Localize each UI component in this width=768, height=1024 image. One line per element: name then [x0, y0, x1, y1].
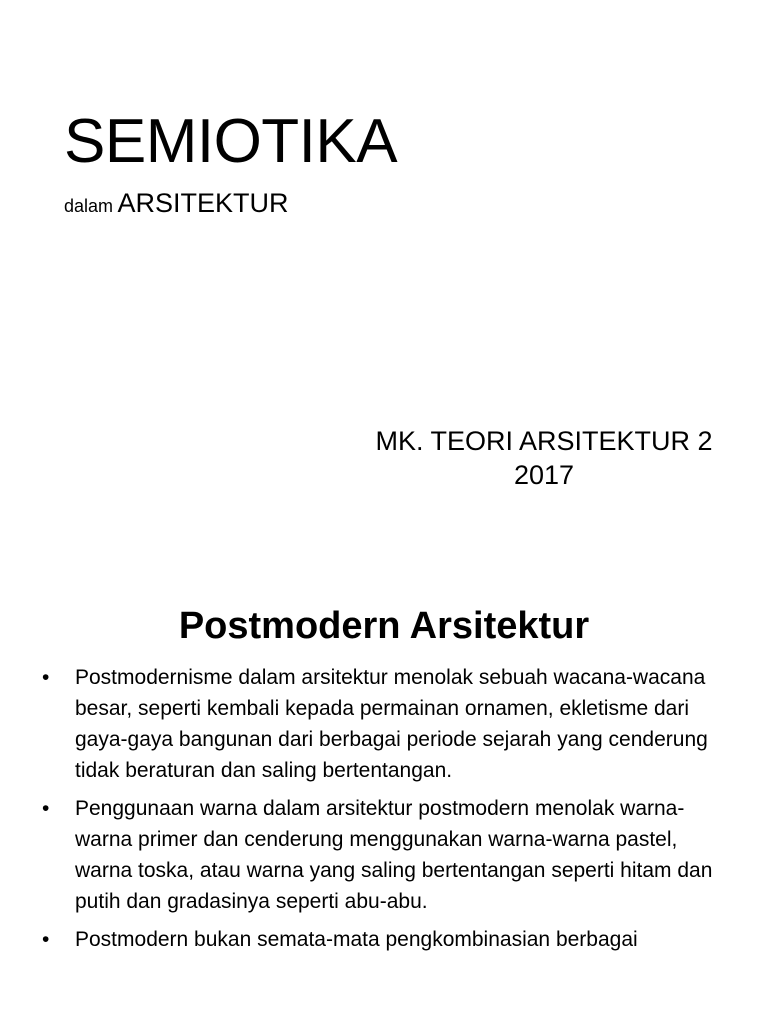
bullet-text: Postmodern bukan semata-mata pengkombinasian berbagai: [75, 928, 638, 951]
slide-subtitle: [64, 188, 289, 219]
bullet-icon: •: [42, 666, 50, 689]
bullet-icon: •: [42, 797, 50, 820]
bullet-icon: •: [42, 928, 50, 951]
bullet-text: Postmodernisme dalam arsitektur menolak sebuah wacana-wacana besar, seperti kembali kepada permainan ornamen, ekletisme dari gaya-gaya bangunan dari berbagai periode sejarah yang cenderung tidak beraturan dan saling bertentangan.: [75, 666, 708, 782]
slide-title: SEMIOTIKA: [64, 107, 398, 176]
subtitle-main: ARSITEKTUR: [117, 188, 289, 218]
bullet-item: [42, 793, 722, 917]
course-year: 2017: [513, 460, 575, 490]
subtitle-prefix: dalam: [64, 196, 114, 216]
slide-postmodern: [0, 576, 768, 1024]
course-name: MK. TEORI ARSITEKTUR 2: [375, 426, 713, 456]
bullet-list: [42, 662, 722, 962]
course-info: [360, 424, 728, 492]
bullet-text: Penggunaan warna dalam arsitektur postmodern menolak warna-warna primer dan cenderung menggunakan warna-warna pastel, warna toska, atau warna yang saling bertentangan seperti hitam dan putih dan gradasinya seperti abu-abu.: [75, 797, 713, 913]
bullet-item: [42, 662, 722, 786]
bullet-item: [42, 924, 722, 955]
slide2-title: Postmodern Arsitektur: [178, 605, 590, 647]
